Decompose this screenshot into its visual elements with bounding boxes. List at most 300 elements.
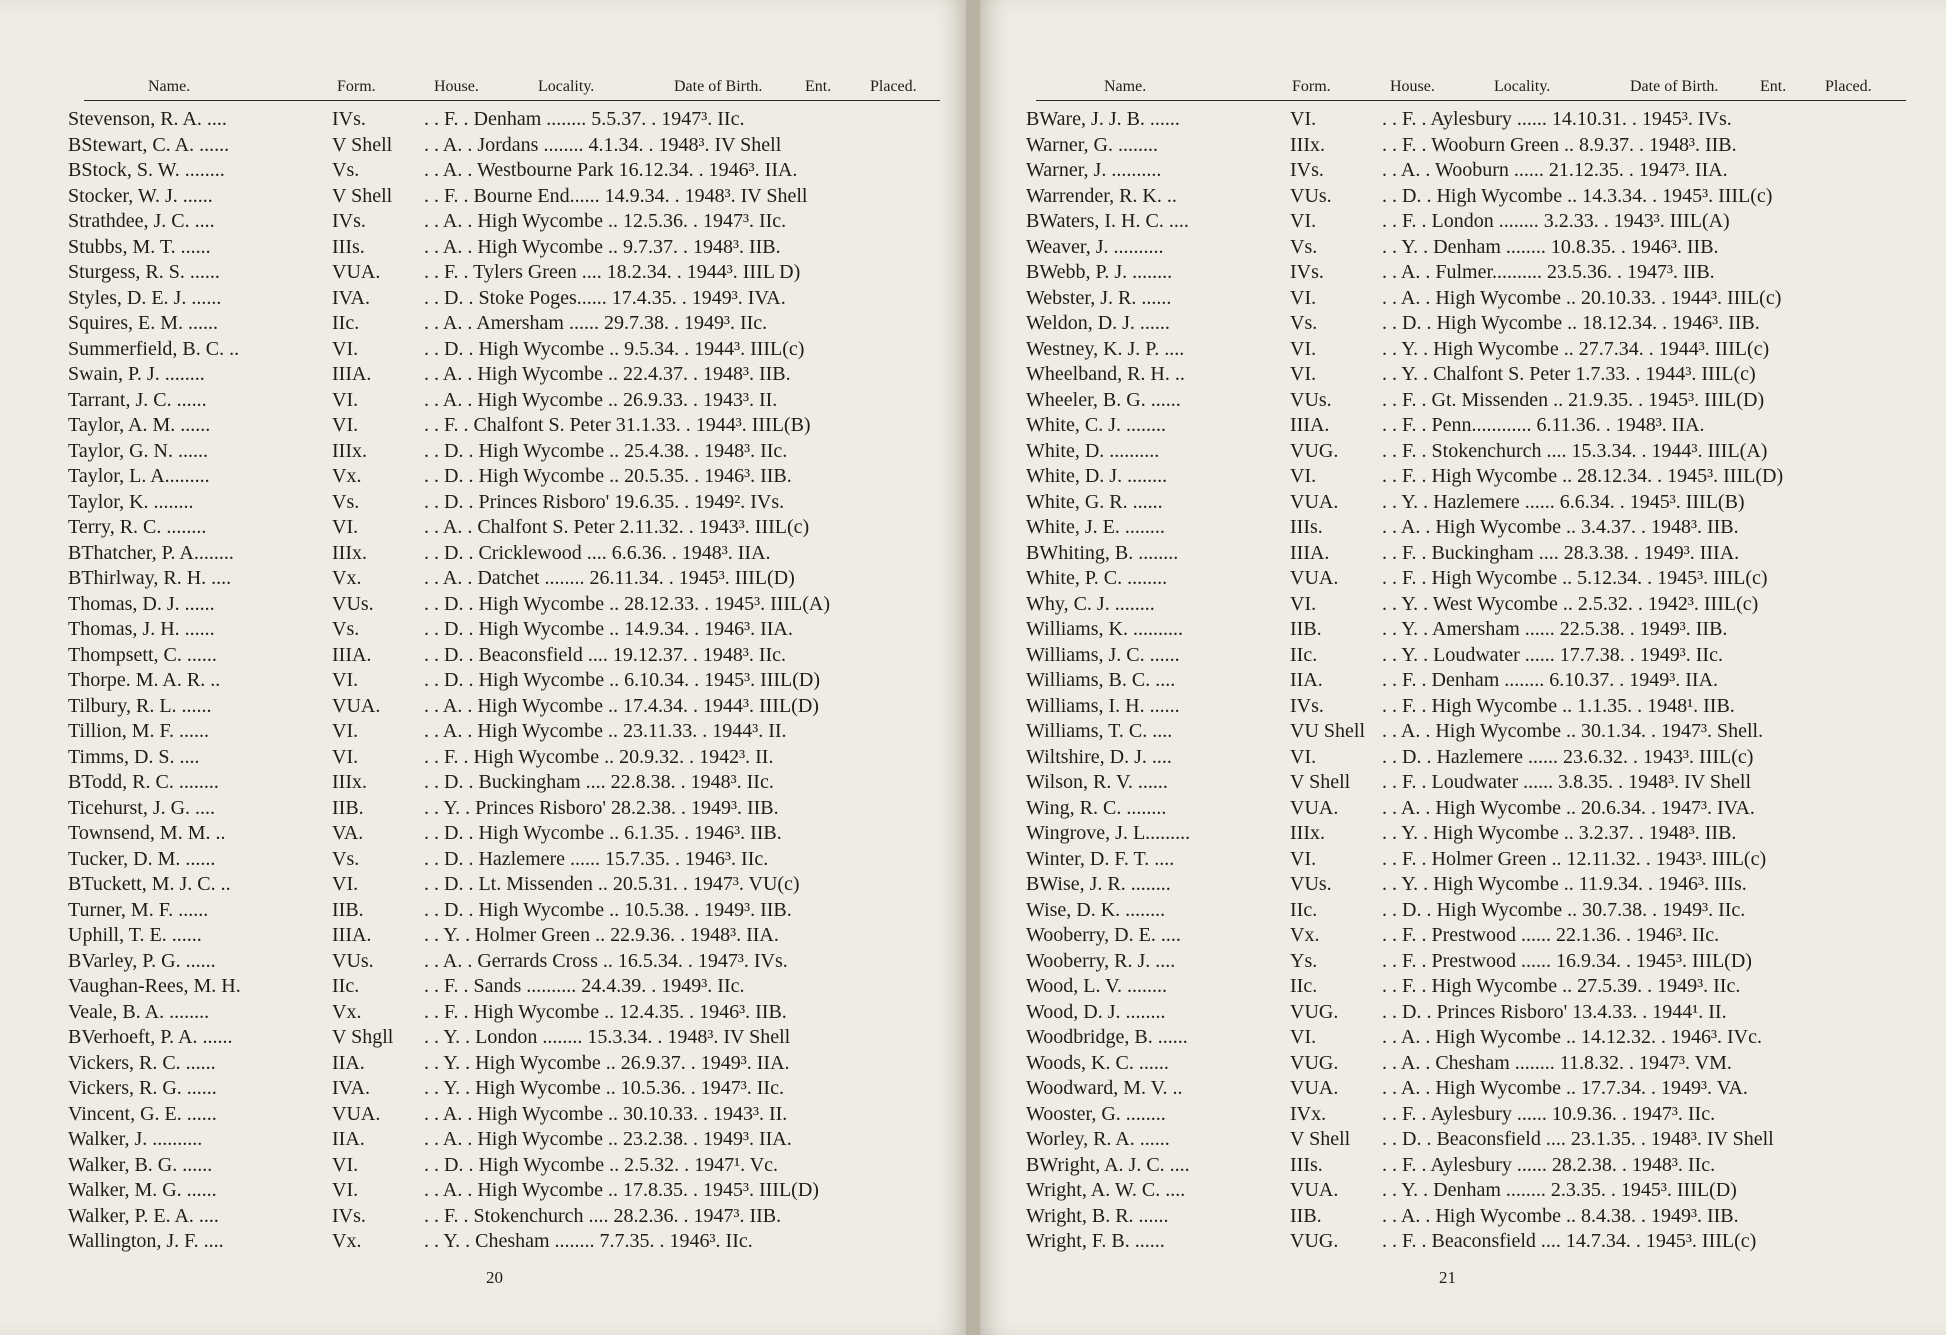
form-cell: IIA. [1290,669,1323,691]
table-row [1026,1230,1931,1256]
record-details: . . D. . Princes Risboro' 13.4.33. . 1944¹. II. [1382,1000,1727,1023]
student-name: BWise, J. R. ........ [1026,873,1171,895]
student-name: Westney, K. J. P. .... [1026,337,1185,360]
table-row [1026,1103,1931,1129]
record-details: . . Y. . High Wycombe .. 11.9.34. . 1946³. IIIs. [1382,873,1747,895]
record-details: . . D. . High Wycombe .. 9.5.34. . 1944³. IIIL(c) [424,337,805,360]
record-details: . . D. . Cricklewood .... 6.6.36. . 1948³. IIA. [424,541,771,564]
form-cell: IIA. [332,1051,365,1074]
table-row [68,593,958,619]
header-house: House. [434,78,479,95]
form-cell: IVs. [332,210,366,232]
record-details: . . F. . Wooburn Green .. 8.9.37. . 1948³. IIB. [1382,133,1737,156]
student-name: Worley, R. A. ...... [1026,1128,1170,1150]
record-details: . . Y. . Amersham ...... 22.5.38. . 1949³. IIB. [1382,618,1728,640]
table-row [1026,593,1931,619]
student-name: Weldon, D. J. ...... [1026,312,1170,334]
student-name: Taylor, G. N. ...... [68,439,208,462]
form-cell: VI. [1290,286,1317,309]
table-row [68,848,958,874]
student-name: Turner, M. F. ...... [68,898,209,921]
table-row [68,975,958,1001]
student-name: Wheeler, B. G. ...... [1026,388,1181,411]
table-row [68,899,958,925]
table-row [68,950,958,976]
table-row [1026,108,1931,134]
record-details: . . Y. . Holmer Green .. 22.9.36. . 1948³. IIA. [424,924,779,946]
student-name: Walker, P. E. A. .... [68,1204,219,1227]
record-details: . . F. . Gt. Missenden .. 21.9.35. . 1945³. IIIL(D) [1382,388,1765,411]
student-name: Williams, B. C. .... [1026,669,1176,691]
record-details: . . F. . Buckingham .... 28.3.38. . 1949³. IIIA. [1382,541,1740,564]
record-details: . . Y. . High Wycombe .. 26.9.37. . 1949³. IIA. [424,1051,790,1074]
table-row [1026,771,1931,797]
record-details: . . A. . High Wycombe .. 26.9.33. . 1943³. II. [424,388,778,411]
student-name: Webster, J. R. ...... [1026,286,1172,309]
record-details: . . F. . High Wycombe .. 5.12.34. . 1945³. IIIL(c) [1382,567,1768,589]
form-cell: IIIA. [332,363,372,385]
record-details: . . A. . Westbourne Park 16.12.34. . 1946³. IIA. [424,159,798,181]
record-details: . . D. . High Wycombe .. 14.9.34. . 1946³. IIA. [424,618,793,640]
form-cell: VI. [1290,337,1317,360]
record-details: . . D. . High Wycombe .. 20.5.35. . 1946³. IIB. [424,465,792,487]
record-details: . . A. . High Wycombe .. 17.8.35. . 1945³. IIIL(D) [424,1179,819,1201]
student-name: BVarley, P. G. ...... [68,949,216,972]
student-name: Thomas, D. J. ...... [68,592,215,615]
student-name: Terry, R. C. ........ [68,516,207,538]
student-name: BWhiting, B. ........ [1026,541,1179,564]
record-details: . . A. . High Wycombe .. 30.10.33. . 1943³. II. [424,1102,788,1125]
form-cell: V Shell [1290,771,1351,793]
record-details: . . D. . Lt. Missenden .. 20.5.31. . 1947³. VU(c) [424,873,800,895]
header-name: Name. [148,78,191,95]
student-name: Williams, I. H. ...... [1026,694,1180,717]
record-details: . . F. . Stokenchurch .... 15.3.34. . 1944³. IIIL(A) [1382,439,1768,462]
record-details: . . F. . Aylesbury ...... 28.2.38. . 1948³. IIc. [1382,1153,1716,1176]
table-row [68,1179,958,1205]
table-row [1026,440,1931,466]
form-cell: VI. [332,337,359,360]
form-cell: Vx. [332,1230,362,1252]
student-name: Wooberry, D. E. .... [1026,924,1181,946]
student-name: BWright, A. J. C. .... [1026,1153,1190,1176]
form-cell: VUG. [1290,1230,1339,1252]
record-details: . . F. . London ........ 3.2.33. . 1943³. IIIL(A) [1382,210,1730,232]
form-cell: IIB. [1290,618,1322,640]
record-details: . . F. . Beaconsfield .... 14.7.34. . 1945³. IIIL(c) [1382,1230,1757,1252]
roll-list [1026,108,1931,1256]
record-details: . . F. . Sands .......... 24.4.39. . 1949³. IIc. [424,975,745,997]
table-row [1026,542,1931,568]
form-cell: VUG. [1290,1000,1339,1023]
header-house: House. [1390,78,1435,95]
record-details: . . A. . Chesham ........ 11.8.32. . 1947³. VM. [1382,1051,1732,1074]
form-cell: VUA. [332,694,381,717]
right-page [980,0,1946,1335]
page-number: 20 [486,1268,503,1287]
form-cell: IIIA. [332,643,372,666]
header-name: Name. [1104,78,1147,95]
table-row [68,1154,958,1180]
table-row [1026,414,1931,440]
table-row [68,516,958,542]
form-cell: IIIs. [332,235,365,258]
record-details: . . D. . High Wycombe .. 18.12.34. . 1946³. IIB. [1382,312,1760,334]
student-name: Wiltshire, D. J. .... [1026,745,1172,768]
table-row [1026,924,1931,950]
form-cell: Ys. [1290,949,1318,972]
record-details: . . F. . High Wycombe .. 12.4.35. . 1946³. IIB. [424,1000,787,1023]
table-row [68,822,958,848]
student-name: Stocker, W. J. ...... [68,184,213,207]
form-cell: VU Shell [1290,720,1365,742]
record-details: . . A. . Gerrards Cross .. 16.5.34. . 1947³. IVs. [424,949,788,972]
student-name: Walker, B. G. ...... [68,1153,213,1176]
form-cell: IVx. [1290,1102,1327,1125]
form-cell: VUs. [1290,873,1332,895]
form-cell: VUA. [332,261,381,283]
table-row [68,1103,958,1129]
header-rule [1036,100,1906,101]
table-row [68,185,958,211]
table-row [68,363,958,389]
form-cell: IIA. [332,1128,365,1150]
record-details: . . A. . Chalfont S. Peter 2.11.32. . 1943³. IIIL(c) [424,516,810,538]
table-row [1026,950,1931,976]
student-name: Tilbury, R. L. ...... [68,694,212,717]
form-cell: VI. [1290,363,1317,385]
record-details: . . Y. . Loudwater ...... 17.7.38. . 1949³. IIc. [1382,643,1723,666]
table-row [1026,1001,1931,1027]
record-details: . . F. . Holmer Green .. 12.11.32. . 1943³. IIIL(c) [1382,847,1767,870]
record-details: . . F. . Prestwood ...... 22.1.36. . 1946³. IIc. [1382,924,1720,946]
record-details: . . F. . Stokenchurch .... 28.2.36. . 1947³. IIB. [424,1204,782,1227]
roll-list [68,108,958,1256]
form-cell: IVs. [1290,694,1324,717]
record-details: . . Y. . Princes Risboro' 28.2.38. . 1949³. IIB. [424,796,779,819]
form-cell: VI. [332,1179,359,1201]
record-details: . . D. . Princes Risboro' 19.6.35. . 1949². IVs. [424,490,785,513]
table-row [68,1052,958,1078]
form-cell: IIB. [1290,1204,1322,1227]
student-name: Taylor, L. A......... [68,465,210,487]
record-details: . . D. . Beaconsfield .... 23.1.35. . 1948³. IV Shell [1382,1128,1774,1150]
record-details: . . D. . Hazlemere ...... 15.7.35. . 1946³. IIc. [424,847,769,870]
form-cell: Vs. [332,490,360,513]
record-details: . . Y. . Hazlemere ...... 6.6.34. . 1945³. IIIL(B) [1382,490,1745,513]
student-name: Wright, F. B. ...... [1026,1230,1165,1252]
form-cell: Vs. [332,159,360,181]
table-row [68,1230,958,1256]
record-details: . . A. . High Wycombe .. 12.5.36. . 1947³. IIc. [424,210,787,232]
header-dob: Date of Birth. [1630,78,1719,95]
table-row [1026,516,1931,542]
form-cell: VUA. [1290,796,1339,819]
record-details: . . D. . High Wycombe .. 6.10.34. . 1945³. IIIL(D) [424,669,821,691]
record-details: . . F. . Chalfont S. Peter 31.1.33. . 1944³. IIIL(B) [424,414,811,436]
student-name: Thompsett, C. ...... [68,643,217,666]
student-name: Squires, E. M. ...... [68,312,218,334]
student-name: Wooberry, R. J. .... [1026,949,1176,972]
record-details: . . D. . High Wycombe .. 28.12.33. . 1945³. IIIL(A) [424,592,831,615]
form-cell: IVA. [332,1077,370,1099]
table-row [68,542,958,568]
record-details: . . D. . High Wycombe .. 10.5.38. . 1949³. IIB. [424,898,792,921]
table-row [68,618,958,644]
student-name: White, G. R. ...... [1026,490,1163,513]
student-name: BTodd, R. C. ........ [68,771,219,793]
table-row [68,797,958,823]
student-name: White, P. C. ........ [1026,567,1168,589]
table-row [1026,261,1931,287]
record-details: . . A. . High Wycombe .. 8.4.38. . 1949³. IIB. [1382,1204,1739,1227]
record-details: . . Y. . High Wycombe .. 10.5.36. . 1947³. IIc. [424,1077,784,1099]
table-row [1026,899,1931,925]
student-name: Woods, K. C. ...... [1026,1051,1169,1074]
record-details: . . Y. . West Wycombe .. 2.5.32. . 1942³. IIIL(c) [1382,592,1759,615]
student-name: Taylor, K. ........ [68,490,194,513]
student-name: Summerfield, B. C. .. [68,337,240,360]
student-name: Timms, D. S. .... [68,745,200,768]
record-details: . . A. . High Wycombe .. 23.11.33. . 1944³. II. [424,720,787,742]
table-row [1026,1179,1931,1205]
table-row [1026,975,1931,1001]
table-row [1026,720,1931,746]
table-row [1026,236,1931,262]
book-gutter [966,0,980,1335]
table-row [1026,797,1931,823]
form-cell: VUA. [1290,1077,1339,1099]
record-details: . . Y. . Denham ........ 10.8.35. . 1946³. IIB. [1382,235,1719,258]
form-cell: IIc. [332,975,360,997]
student-name: Vaughan-Rees, M. H. [68,975,241,997]
student-name: BTuckett, M. J. C. .. [68,873,231,895]
header-dob: Date of Birth. [674,78,763,95]
record-details: . . F. . Aylesbury ...... 14.10.31. . 1945³. IVs. [1382,108,1732,130]
student-name: White, D. J. ........ [1026,465,1168,487]
student-name: White, D. .......... [1026,439,1160,462]
student-name: Veale, B. A. ........ [68,1000,210,1023]
table-row [68,236,958,262]
table-row [68,312,958,338]
page-number: 21 [1439,1268,1456,1287]
record-details: . . D. . Buckingham .... 22.8.38. . 1948³. IIc. [424,771,774,793]
form-cell: IIc. [1290,975,1318,997]
table-row [68,771,958,797]
record-details: . . F. . High Wycombe .. 1.1.35. . 1948¹. IIB. [1382,694,1735,717]
table-row [1026,567,1931,593]
header-placed: Placed. [870,78,917,95]
record-details: . . Y. . Chesham ........ 7.7.35. . 1946³. IIc. [424,1230,753,1252]
form-cell: VUs. [1290,184,1332,207]
table-row [1026,873,1931,899]
student-name: Uphill, T. E. ...... [68,924,202,946]
record-details: . . Y. . Chalfont S. Peter 1.7.33. . 1944³. IIIL(c) [1382,363,1756,385]
record-details: . . F. . High Wycombe .. 27.5.39. . 1949³. IIc. [1382,975,1741,997]
form-cell: V Shell [1290,1128,1351,1150]
table-row [68,1128,958,1154]
table-row [1026,1205,1931,1231]
table-row [1026,465,1931,491]
student-name: Tucker, D. M. ...... [68,847,216,870]
form-cell: IIIx. [1290,822,1325,844]
form-cell: IIIA. [1290,414,1330,436]
form-cell: Vs. [1290,235,1318,258]
student-name: BThatcher, P. A........ [68,541,234,564]
student-name: Vincent, G. E. ...... [68,1102,217,1125]
table-row [68,210,958,236]
table-row [68,389,958,415]
student-name: Stubbs, M. T. ...... [68,235,211,258]
student-name: Thomas, J. H. ...... [68,618,215,640]
form-cell: VI. [1290,592,1317,615]
record-details: . . F. . Aylesbury ...... 10.9.36. . 1947³. IIc. [1382,1102,1716,1125]
form-cell: VI. [332,720,359,742]
table-row [1026,312,1931,338]
record-details: . . D. . High Wycombe .. 14.3.34. . 1945³. IIIL(c) [1382,184,1773,207]
student-name: Wood, L. V. ........ [1026,975,1167,997]
record-details: . . Y. . High Wycombe .. 3.2.37. . 1948³. IIB. [1382,822,1737,844]
form-cell: Vx. [332,567,362,589]
student-name: Wood, D. J. ........ [1026,1000,1166,1023]
form-cell: IIB. [332,796,364,819]
table-row [68,669,958,695]
form-cell: VI. [332,669,359,691]
form-cell: VI. [332,414,359,436]
form-cell: IIIA. [1290,541,1330,564]
record-details: . . D. . High Wycombe .. 6.1.35. . 1946³. IIB. [424,822,782,844]
student-name: Wise, D. K. ........ [1026,898,1166,921]
table-row [1026,287,1931,313]
form-cell: V Shell [332,133,393,156]
record-details: . . F. . High Wycombe .. 20.9.32. . 1942³. II. [424,745,774,768]
table-row [68,924,958,950]
form-cell: VUs. [332,592,374,615]
student-name: Townsend, M. M. .. [68,822,226,844]
form-cell: VI. [1290,465,1317,487]
form-cell: VUG. [1290,439,1339,462]
student-name: Wright, A. W. C. .... [1026,1179,1186,1201]
record-details: . . A. . Jordans ........ 4.1.34. . 1948³. IV Shell [424,133,782,156]
table-row [1026,338,1931,364]
table-row [68,1077,958,1103]
header-placed: Placed. [1825,78,1872,95]
table-row [1026,618,1931,644]
record-details: . . A. . Datchet ........ 26.11.34. . 1945³. IIIL(D) [424,567,795,589]
table-row [1026,848,1931,874]
record-details: . . A. . Wooburn ...... 21.12.35. . 1947³. IIA. [1382,159,1728,181]
table-row [68,287,958,313]
student-name: Winter, D. F. T. .... [1026,847,1175,870]
record-details: . . A. . High Wycombe .. 17.7.34. . 1949³. VA. [1382,1077,1748,1099]
form-cell: IVs. [332,1204,366,1227]
table-row [1026,1077,1931,1103]
record-details: . . F. . Penn............ 6.11.36. . 1948³. IIA. [1382,414,1705,436]
left-page [0,0,966,1335]
record-details: . . A. . High Wycombe .. 22.4.37. . 1948³. IIB. [424,363,791,385]
header-form: Form. [1292,78,1331,95]
header-form: Form. [337,78,376,95]
table-row [1026,746,1931,772]
table-row [68,465,958,491]
student-name: Strathdee, J. C. .... [68,210,215,232]
form-cell: IIB. [332,898,364,921]
student-name: Taylor, A. M. ...... [68,414,211,436]
student-name: White, C. J. ........ [1026,414,1166,436]
form-cell: IIc. [1290,643,1318,666]
form-cell: VI. [332,516,359,538]
record-details: . . A. . High Wycombe .. 30.1.34. . 1947³. Shell. [1382,720,1764,742]
record-details: . . F. . Denham ........ 6.10.37. . 1949³. IIA. [1382,669,1719,691]
student-name: Warner, J. .......... [1026,159,1162,181]
record-details: . . A. . High Wycombe .. 3.4.37. . 1948³. IIB. [1382,516,1739,538]
student-name: BThirlway, R. H. .... [68,567,232,589]
student-name: Walker, J. .......... [68,1128,203,1150]
record-details: . . F. . Tylers Green .... 18.2.34. . 1944³. IIIL D) [424,261,801,283]
table-row [1026,389,1931,415]
student-name: Williams, T. C. .... [1026,720,1173,742]
form-cell: VUA. [332,1102,381,1125]
record-details: . . Y. . London ........ 15.3.34. . 1948³. IV Shell [424,1026,791,1048]
form-cell: IIIx. [332,541,367,564]
form-cell: IIIx. [1290,133,1325,156]
table-row [68,134,958,160]
student-name: Wright, B. R. ...... [1026,1204,1169,1227]
form-cell: VUs. [1290,388,1332,411]
form-cell: V Shell [332,184,393,207]
table-row [1026,185,1931,211]
form-cell: Vs. [332,847,360,870]
form-cell: Vx. [1290,924,1320,946]
record-details: . . D. . High Wycombe .. 25.4.38. . 1948³. IIc. [424,439,788,462]
table-row [68,108,958,134]
student-name: Sturgess, R. S. ...... [68,261,220,283]
student-name: Wilson, R. V. ...... [1026,771,1168,793]
student-name: BWaters, I. H. C. .... [1026,210,1189,232]
table-row [68,414,958,440]
header-rule [84,100,940,101]
student-name: Woodward, M. V. .. [1026,1077,1183,1099]
record-details: . . A. . High Wycombe .. 9.7.37. . 1948³. IIB. [424,235,781,258]
table-row [1026,644,1931,670]
table-row [1026,822,1931,848]
header-locality: Locality. [538,78,595,95]
student-name: Wheelband, R. H. .. [1026,363,1185,385]
student-name: Wallington, J. F. .... [68,1230,224,1252]
form-cell: Vs. [1290,312,1318,334]
table-row [68,491,958,517]
student-name: Styles, D. E. J. ...... [68,286,222,309]
student-name: Williams, J. C. ...... [1026,643,1180,666]
form-cell: VI. [1290,210,1317,232]
table-row [68,1001,958,1027]
header-locality: Locality. [1494,78,1551,95]
student-name: Swain, P. J. ........ [68,363,205,385]
table-row [68,1205,958,1231]
form-cell: V Shgll [332,1026,394,1048]
student-name: Stevenson, R. A. .... [68,108,227,130]
table-row [1026,159,1931,185]
record-details: . . A. . High Wycombe .. 20.6.34. . 1947³. IVA. [1382,796,1755,819]
table-row [68,159,958,185]
form-cell: VI. [1290,847,1317,870]
form-cell: IIc. [1290,898,1318,921]
header-ent: Ent. [805,78,832,95]
student-name: BStewart, C. A. ...... [68,133,230,156]
student-name: Woodbridge, B. ...... [1026,1026,1188,1048]
form-cell: VI. [332,745,359,768]
record-details: . . Y. . Denham ........ 2.3.35. . 1945³. IIIL(D) [1382,1179,1737,1201]
